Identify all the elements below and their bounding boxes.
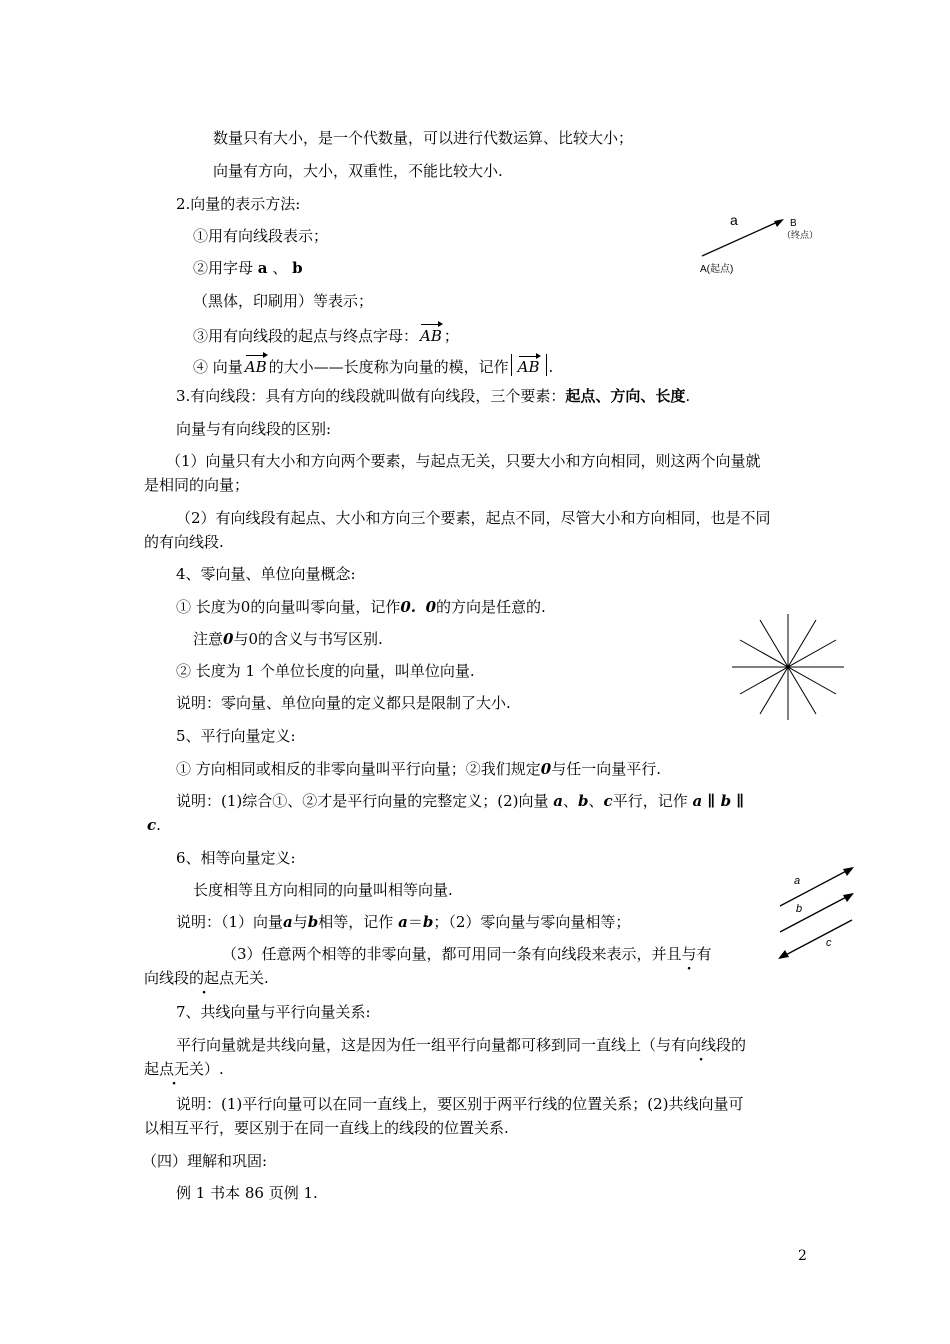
- text-line: [176, 1035, 746, 1055]
- section-heading: 4、零向量、单位向量概念:: [176, 565, 356, 583]
- text-span: .: [685, 387, 691, 405]
- emphasized-text: 与: [681, 945, 697, 963]
- text-line: [144, 968, 269, 988]
- vector-ab: AB: [245, 353, 267, 377]
- vector-ab: AB: [420, 322, 442, 346]
- text-line: [176, 912, 630, 932]
- symbol-c: c: [603, 792, 613, 810]
- label-start: A(起点): [700, 264, 734, 275]
- zero-vector-symbol: 0.: [400, 598, 417, 616]
- section-heading: 7、共线向量与平行向量关系:: [176, 1003, 371, 1021]
- text-line: （1）向量只有大小和方向两个要素，与起点无关，只要大小和方向相同，则这两个向量就: [166, 452, 761, 470]
- text-line: 数量只有大小，是一个代数量，可以进行代数运算、比较大小；: [213, 129, 634, 147]
- parallel-vectors-figure: [770, 860, 860, 965]
- label-a: a: [730, 212, 738, 228]
- segment-ab: [702, 220, 782, 256]
- text-line: 的有向线段.: [144, 533, 224, 551]
- text-line: 向量有方向，大小，双重性，不能比较大小.: [213, 162, 503, 180]
- symbol-b: b: [422, 913, 434, 931]
- text-line: ①用有向线段表示；: [193, 227, 329, 245]
- text-line: 以相互平行，要区别于在同一直线上的线段的位置关系.: [144, 1119, 509, 1137]
- emphasized-text: 起点无关: [144, 1060, 205, 1078]
- zero-vector-symbol: 0: [540, 760, 552, 778]
- symbol-a: a: [283, 913, 293, 931]
- text-line: [147, 815, 161, 835]
- text-line: [193, 322, 459, 346]
- text-span: ；: [443, 327, 459, 345]
- text-span: ③用有向线段的起点与终点字母：: [193, 327, 419, 345]
- arrow-head-b: [843, 893, 854, 902]
- section-heading: 2.向量的表示方法:: [176, 195, 301, 213]
- arrow-head: [774, 219, 784, 227]
- text-line: 例 1 书本 86 页例 1.: [176, 1184, 318, 1202]
- text-span: .: [264, 969, 269, 987]
- symbol-b: b: [307, 913, 319, 931]
- text-line: [176, 597, 546, 617]
- emphasized-text: 向线段的起点无关 ·: [144, 969, 264, 987]
- text-line: 说明：零向量、单位向量的定义都只是限制了大小.: [176, 694, 511, 712]
- zero-vector-symbol: 0: [223, 630, 234, 648]
- symbol-a: a: [398, 913, 408, 931]
- text-span: ① 方向相同或相反的非零向量叫平行向量；②我们规定: [176, 760, 541, 778]
- text-line: [193, 353, 553, 377]
- text-span: .: [548, 358, 554, 376]
- text-span: ① 长度为: [176, 598, 241, 616]
- modulus-ab: [511, 354, 547, 376]
- text-line: [176, 759, 661, 779]
- label-b: b: [796, 903, 803, 915]
- text-span: 0: [240, 598, 251, 616]
- text-span: ；（2）零向量与零向量相等；: [433, 913, 631, 931]
- text-line: 说明：(1)平行向量可以在同一直线上，要区别于两平行线的位置关系；(2)共线向量可: [176, 1095, 744, 1113]
- symbol-b: b: [578, 792, 589, 810]
- arrow-head-c: [778, 950, 789, 959]
- text-span: 的含义与书写区别.: [258, 630, 383, 648]
- text-span: 的向量叫零向量，记作: [250, 598, 401, 616]
- text-span: 的方向是任意的.: [436, 598, 546, 616]
- symbol-a: a: [257, 259, 268, 277]
- symbol-a: a: [553, 792, 564, 810]
- label-end: （终点）: [782, 230, 819, 240]
- arrow-head-a: [843, 867, 854, 876]
- emphasized-text: 与有向线段的 ·: [656, 1036, 746, 1054]
- text-line: 向量与有向线段的区别:: [176, 420, 332, 438]
- text-span: 、: [272, 259, 288, 277]
- text-line: 长度相等且方向相同的向量叫相等向量.: [193, 881, 453, 899]
- text-line: （2）有向线段有起点、大小和方向三个要素，起点不同，尽管大小和方向相同，也是不同: [176, 509, 771, 527]
- text-line: [193, 258, 303, 278]
- bold-term: 起点、方向、长度: [565, 387, 686, 405]
- parallel-notation: a ∥ b ∥: [692, 792, 745, 810]
- text-span: 平行向量就是共线向量，这是因为任一组平行向量都可移到同一直线上（: [176, 1036, 657, 1054]
- zero-vector-star-figure: [730, 612, 846, 722]
- section-heading: 6、相等向量定义:: [176, 849, 296, 867]
- text-span: 、: [563, 792, 579, 810]
- text-line: ② 长度为 1 个单位长度的向量，叫单位向量.: [176, 662, 475, 680]
- text-span: 与任一向量平行.: [551, 760, 661, 778]
- text-line: [222, 944, 712, 964]
- text-span: 说明：（1）向量: [176, 913, 284, 931]
- text-line: （黑体，印刷用）等表示；: [193, 292, 374, 310]
- text-line: 是相同的向量；: [144, 476, 250, 494]
- text-line: [176, 386, 690, 406]
- symbol-c: c: [147, 816, 157, 834]
- text-line: [176, 791, 744, 811]
- text-span: 的大小——长度称为向量的模，记作: [268, 358, 509, 376]
- text-span: ②用字母: [193, 259, 254, 277]
- label-c: c: [826, 937, 832, 949]
- text-line: [144, 1059, 224, 1079]
- zero-vector-symbol: 0: [425, 598, 436, 616]
- section-heading: 5、平行向量定义:: [176, 727, 296, 745]
- label-a: a: [794, 875, 801, 887]
- text-span: 与: [233, 630, 249, 648]
- text-span: 与: [292, 913, 308, 931]
- text-span: 注意: [193, 630, 224, 648]
- text-span: 0: [248, 630, 259, 648]
- label-b: B: [790, 218, 797, 229]
- text-span: 有: [696, 945, 712, 963]
- text-span: （3）任意两个相等的非零向量，都可用同一条有向线段来表示，并且: [222, 945, 682, 963]
- section-heading: （四）理解和巩固:: [142, 1152, 268, 1170]
- text-span: 、: [588, 792, 604, 810]
- text-span: 相等，记作: [318, 913, 394, 931]
- text-span: ）.: [204, 1060, 224, 1078]
- symbol-b: b: [292, 259, 303, 277]
- vector-ab: AB: [518, 354, 540, 376]
- text-span: 说明：(1)综合①、②才是平行向量的完整定义；(2)向量: [176, 792, 549, 810]
- text-span: 3.有向线段：具有方向的线段就叫做有向线段，三个要素：: [176, 387, 566, 405]
- text-span: .: [156, 816, 161, 834]
- text-span: 平行，记作: [612, 792, 688, 810]
- directed-segment-figure: [690, 200, 850, 280]
- text-line: [193, 629, 383, 649]
- text-span: ＝: [407, 913, 423, 931]
- text-span: ④ 向量: [193, 358, 243, 376]
- page-number: 2: [798, 1248, 807, 1264]
